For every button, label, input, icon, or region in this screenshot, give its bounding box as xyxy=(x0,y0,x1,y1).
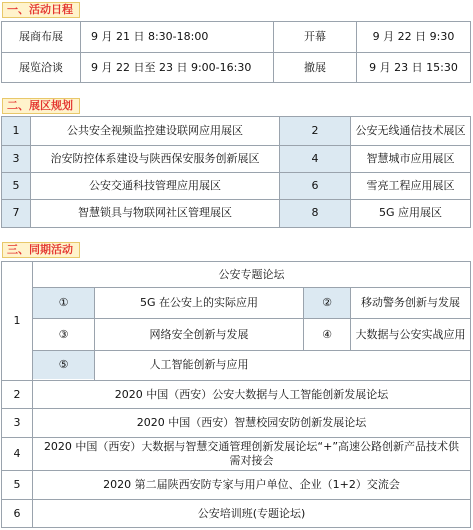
event-number: 5 xyxy=(13,478,21,491)
event-title: 公安培训班(专题论坛) xyxy=(197,506,306,520)
section-title-zones: 二、展区规划 xyxy=(2,98,80,114)
event-title: 2020 中国（西安）公安大数据与人工智能创新发展论坛 xyxy=(114,387,389,401)
zone-name: 智慧城市应用展区 xyxy=(366,151,455,165)
zone-number: 1 xyxy=(2,117,30,145)
sub-marker: ④ xyxy=(322,327,332,341)
sub-topic: 5G 在公安上的实际应用 xyxy=(139,296,259,309)
event-title: 2020 第二届陕西安防专家与用户单位、企业（1+2）交流会 xyxy=(103,478,400,491)
zone-name: 智慧锁具与物联网社区管理展区 xyxy=(78,206,232,219)
schedule-label: 撤展 xyxy=(304,60,326,74)
zone-number: 3 xyxy=(2,145,30,172)
section-title-schedule: 一、活动日程 xyxy=(2,2,80,18)
sub-marker: ① xyxy=(33,288,94,318)
sub-topic: 人工智能创新与应用 xyxy=(149,358,249,371)
zone-number: 6 xyxy=(280,172,350,199)
event-title: 2020 中国（西安）智慧校园安防创新发展论坛 xyxy=(136,416,367,429)
sub-marker: ⑤ xyxy=(33,351,94,379)
zone-number: 7 xyxy=(2,199,30,227)
zone-name: 公安交通科技管理应用展区 xyxy=(89,178,221,192)
sub-topic: 移动警务创新与发展 xyxy=(361,296,460,309)
event-number: 6 xyxy=(13,506,21,520)
schedule-date: 9 月 22 日至 23 日 9:00-16:30 xyxy=(91,60,252,74)
schedule-label: 展商布展 xyxy=(19,30,63,43)
schedule-table xyxy=(1,21,471,83)
schedule-date: 9 月 22 日 9:30 xyxy=(372,30,455,43)
event-number: 2 xyxy=(13,387,21,401)
sub-topic: 大数据与公安实战应用 xyxy=(355,327,466,341)
sub-marker: ② xyxy=(304,288,350,318)
zone-name: 公安无线通信技术展区 xyxy=(355,124,466,137)
zone-name: 雪亮工程应用展区 xyxy=(366,178,455,192)
zone-number: 4 xyxy=(280,145,350,172)
events-table xyxy=(1,261,471,528)
zones-table xyxy=(1,116,471,228)
zone-name: 治安防控体系建设与陕西保安服务创新展区 xyxy=(50,151,260,165)
zone-number: 5 xyxy=(2,172,30,199)
zone-number: 8 xyxy=(280,199,350,227)
zone-name: 5G 应用展区 xyxy=(378,206,443,219)
event-number: 3 xyxy=(13,416,21,429)
zone-number: 2 xyxy=(280,117,350,145)
event-number: 4 xyxy=(13,447,21,460)
schedule-date: 9 月 23 日 15:30 xyxy=(369,60,458,74)
schedule-label: 展览洽谈 xyxy=(19,60,63,74)
section-title-events: 三、同期活动 xyxy=(2,242,80,258)
event-title: 2020 中国（西安）大数据与智慧交通管理创新发展论坛“+”高速公路创新产品技术供需对接会 xyxy=(43,440,460,467)
event-number: 1 xyxy=(13,314,21,327)
schedule-date: 9 月 21 日 8:30-18:00 xyxy=(91,30,209,43)
sub-topic: 网络安全创新与发展 xyxy=(149,327,249,341)
schedule-label: 开幕 xyxy=(304,30,326,43)
forum-title: 公安专题论坛 xyxy=(218,267,285,281)
zone-name: 公共安全视频监控建设联网应用展区 xyxy=(67,124,243,137)
sub-marker: ③ xyxy=(58,327,69,341)
